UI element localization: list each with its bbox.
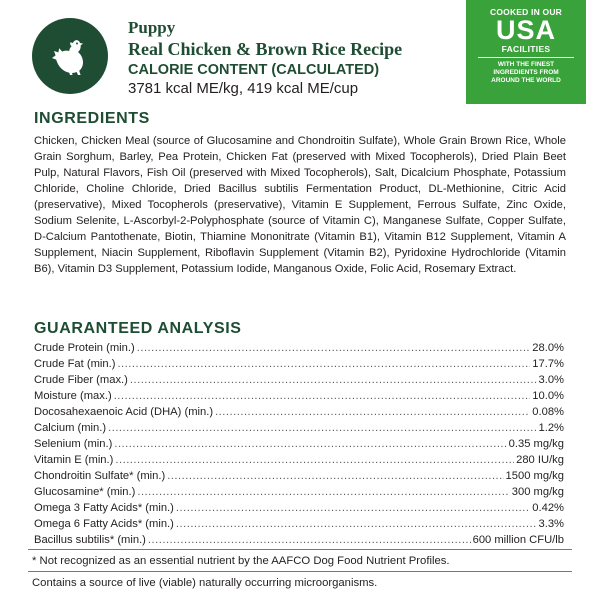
- analysis-row-value: 1500 mg/kg: [505, 470, 564, 482]
- footnote-divider: [28, 549, 572, 550]
- product-header: [128, 17, 448, 98]
- analysis-row: [34, 468, 564, 484]
- analysis-row-label: Chondroitin Sulfate* (min.): [34, 470, 166, 482]
- microorganisms-note: Contains a source of live (viable) naturally occurring microorganisms.: [32, 577, 378, 589]
- analysis-row-label: Docosahexaenoic Acid (DHA) (min.): [34, 406, 214, 418]
- analysis-row-value: 1.2%: [538, 422, 564, 434]
- analysis-row-value: 10.0%: [532, 390, 564, 402]
- analysis-row: [34, 372, 564, 388]
- badge-sub-line-3: AROUND THE WORLD: [491, 77, 561, 84]
- dot-leader: [115, 452, 514, 468]
- analysis-row: [34, 452, 564, 468]
- dot-leader: [117, 356, 530, 372]
- analysis-row-value: 3.3%: [538, 518, 564, 530]
- analysis-row-value: 0.42%: [532, 502, 564, 514]
- dot-leader: [130, 372, 537, 388]
- analysis-row: [34, 404, 564, 420]
- analysis-row-label: Calcium (min.): [34, 422, 107, 434]
- analysis-row-value: 600 million CFU/lb: [472, 534, 564, 546]
- analysis-row-label: Omega 3 Fatty Acids* (min.): [34, 502, 174, 514]
- analysis-row: [34, 420, 564, 436]
- analysis-row-value: 17.7%: [532, 358, 564, 370]
- chicken-logo: [32, 18, 108, 94]
- badge-facilities-text: FACILITIES: [501, 44, 551, 54]
- product-line: Puppy: [128, 18, 176, 37]
- dot-leader: [108, 420, 536, 436]
- dot-leader: [176, 516, 537, 532]
- badge-usa-text: USA: [495, 15, 556, 45]
- analysis-row-label: Selenium (min.): [34, 438, 113, 450]
- analysis-row: [34, 484, 564, 500]
- dot-leader: [215, 404, 530, 420]
- analysis-row-label: Glucosamine* (min.): [34, 486, 136, 498]
- analysis-row: [34, 436, 564, 452]
- product-name: Real Chicken & Brown Rice Recipe: [128, 39, 403, 59]
- badge-sub-line-2: INGREDIENTS FROM: [493, 69, 559, 76]
- analysis-row: [34, 516, 564, 532]
- usa-badge: [466, 0, 586, 104]
- analysis-row: [34, 532, 564, 548]
- badge-sub-line-1: WITH THE FINEST: [497, 61, 555, 68]
- badge-divider: [478, 57, 574, 58]
- calorie-heading: CALORIE CONTENT (CALCULATED): [128, 62, 380, 78]
- analysis-row: [34, 340, 564, 356]
- analysis-table: [34, 340, 564, 548]
- dot-leader: [176, 500, 530, 516]
- analysis-row-value: 280 IU/kg: [516, 454, 564, 466]
- analysis-row-value: 3.0%: [538, 374, 564, 386]
- analysis-row-value: 0.35 mg/kg: [508, 438, 564, 450]
- analysis-row: [34, 356, 564, 372]
- dot-leader: [137, 484, 509, 500]
- calorie-values: 3781 kcal ME/kg, 419 kcal ME/cup: [128, 80, 359, 97]
- analysis-row: [34, 500, 564, 516]
- analysis-row-label: Crude Fat (min.): [34, 358, 116, 370]
- aafco-footnote: * Not recognized as an essential nutrient by the AAFCO Dog Food Nutrient Profiles.: [32, 555, 450, 567]
- ingredients-text: Chicken, Chicken Meal (source of Glucosamine and Chondroitin Sulfate), Whole Grain Brown Rice, Whole Grain Sorghum, Barley, Pea Protein, Chicken Fat (preserved with Mixed Tocopherols), Dried Plain Beet Pulp, Natural Flavors, Fish Oil (preserved with Mixed Tocopherols), Salt, Dicalcium Phosphate, Potassium Chloride, Choline Chloride, Dried Bacillus subtilis Fermentation Product, DL-Methionine, Citric Acid (preservative), Mixed Tocopherols (preservative), Vitamin E Supplement, Ferrous Sulfate, Zinc Oxide, Sodium Selenite, L-Ascorbyl-2-Polyphosphate (source of Vitamin C), Manganese Sulfate, Copper Sulfate, D-Calcium Pantothenate, Biotin, Thiamine Mononitrate (Vitamin B1), Vitamin B12 Supplement, Vitamin A Supplement, Niacin Supplement, Riboflavin Supplement (Vitamin B2), Pyridoxine Hydrochloride (Vitamin B6), Vitamin D3 Supplement, Potassium Iodide, Manganous Oxide, Folic Acid, Rosemary Extract.: [34, 135, 566, 275]
- dot-leader: [114, 436, 506, 452]
- chicken-icon: [46, 32, 94, 80]
- analysis-row-value: 0.08%: [532, 406, 564, 418]
- ingredients-title: INGREDIENTS: [34, 110, 150, 127]
- analysis-row-label: Bacillus subtilis* (min.): [34, 534, 146, 546]
- dot-leader: [148, 532, 471, 548]
- badge-top-text: COOKED IN OUR: [489, 7, 563, 17]
- analysis-row-value: 300 mg/kg: [511, 486, 564, 498]
- analysis-row-label: Vitamin E (min.): [34, 454, 114, 466]
- analysis-row-value: 28.0%: [532, 342, 564, 354]
- analysis-row-label: Omega 6 Fatty Acids* (min.): [34, 518, 174, 530]
- analysis-row-label: Crude Protein (min.): [34, 342, 135, 354]
- analysis-row-label: Crude Fiber (max.): [34, 374, 128, 386]
- dot-leader: [114, 388, 531, 404]
- analysis-row-label: Moisture (max.): [34, 390, 112, 402]
- analysis-title: GUARANTEED ANALYSIS: [34, 320, 242, 337]
- dot-leader: [137, 340, 531, 356]
- microorganisms-divider: [28, 571, 572, 572]
- analysis-row: [34, 388, 564, 404]
- dot-leader: [167, 468, 503, 484]
